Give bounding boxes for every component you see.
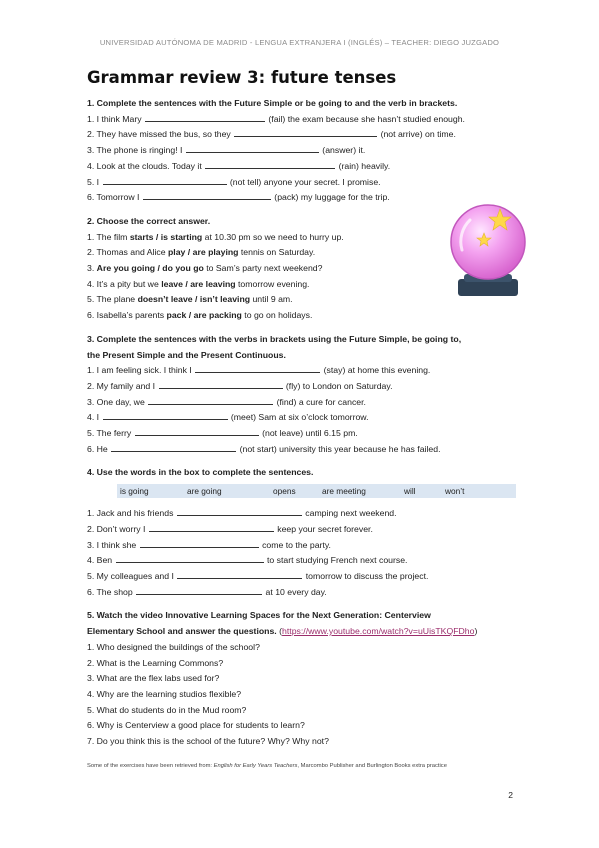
exercise-1-item: 6. Tomorrow I (pack) my luggage for the trip.: [87, 192, 390, 203]
worksheet-content: [87, 96, 517, 750]
exercise-3-heading-cont: the Present Simple and the Present Continuous.: [87, 349, 286, 360]
exercise-5-item: 3. What are the flex labs used for?: [87, 673, 220, 684]
answer-blank[interactable]: [111, 442, 236, 452]
exercise-2-item: 2. Thomas and Alice play / are playing tennis on Saturday.: [87, 247, 316, 258]
answer-blank[interactable]: [205, 159, 335, 169]
document-header: UNIVERSIDAD AUTÓNOMA DE MADRID - LENGUA EXTRANJERA I (INGLÉS) – TEACHER: DIEGO JUZGADO: [99, 38, 500, 47]
answer-blank[interactable]: [186, 143, 319, 153]
answer-blank[interactable]: [103, 410, 228, 420]
answer-blank[interactable]: [234, 127, 377, 137]
exercise-5-item: 7. Do you think this is the school of the future? Why? Why not?: [87, 736, 329, 747]
answer-blank[interactable]: [177, 506, 302, 516]
exercise-3-item: 1. I am feeling sick. I think I (stay) at home this evening.: [87, 365, 431, 376]
page-number: 2: [508, 790, 513, 800]
exercise-3-item: 6. He (not start) university this year because he has failed.: [87, 443, 441, 454]
exercise-4-item: 3. I think she come to the party.: [87, 539, 331, 550]
exercise-2-item: 5. The plane doesn’t leave / isn’t leaving until 9 am.: [87, 294, 293, 305]
word-box-item: is going: [120, 486, 149, 497]
word-box-item: opens: [273, 486, 296, 497]
answer-blank[interactable]: [177, 569, 302, 579]
exercise-5-item: 1. Who designed the buildings of the school?: [87, 641, 260, 652]
answer-blank[interactable]: [149, 522, 274, 532]
word-box-item: won’t: [445, 486, 465, 497]
answer-options[interactable]: starts / is starting: [129, 231, 203, 242]
exercise-4-heading: 4. Use the words in the box to complete the sentences.: [87, 467, 314, 478]
word-box: [117, 484, 516, 498]
exercise-4-item: 2. Don’t worry I keep your secret forever.: [87, 523, 373, 534]
answer-options[interactable]: leave / are leaving: [161, 278, 236, 289]
exercise-3-item: 2. My family and I (fly) to London on Saturday.: [87, 380, 393, 391]
answer-options[interactable]: doesn’t leave / isn’t leaving: [137, 294, 251, 305]
exercise-4-item: 6. The shop at 10 every day.: [87, 586, 327, 597]
exercise-4-item: 4. Ben to start studying French next course.: [87, 555, 408, 566]
exercise-2-item: 4. It’s a pity but we leave / are leaving tomorrow evening.: [87, 278, 310, 289]
exercise-2-heading: 2. Choose the correct answer.: [87, 215, 211, 226]
exercise-1-item: 3. The phone is ringing! I (answer) it.: [87, 145, 366, 156]
exercise-4-item: 5. My colleagues and I tomorrow to discuss the project.: [87, 570, 429, 581]
answer-blank[interactable]: [135, 426, 259, 436]
answer-blank[interactable]: [136, 585, 262, 595]
page-title: Grammar review 3: future tenses: [87, 68, 397, 87]
footnote: Some of the exercises have been retrieved from: English for Early Years Teachers, Marcombo Publisher and Burlington Books extra practice: [87, 763, 447, 769]
exercise-3-item: 5. The ferry (not leave) until 6.15 pm.: [87, 428, 358, 439]
video-link[interactable]: https://www.youtube.com/watch?v=uUisTKQFDho: [282, 626, 475, 637]
answer-blank[interactable]: [159, 379, 283, 389]
answer-options[interactable]: play / are playing: [167, 247, 239, 258]
answer-blank[interactable]: [140, 538, 259, 548]
answer-options[interactable]: Are you going / do you go: [96, 263, 204, 274]
exercise-5-heading-cont: Elementary School and answer the questions. (https://www.youtube.com/watch?v=uUisTKQFDho): [87, 626, 478, 637]
answer-options[interactable]: pack / are packing: [166, 310, 242, 321]
exercise-5-item: 2. What is the Learning Commons?: [87, 657, 224, 668]
exercise-1-item: 4. Look at the clouds. Today it (rain) heavily.: [87, 160, 391, 171]
exercise-1-item: 1. I think Mary (fail) the exam because she hasn’t studied enough.: [87, 113, 465, 124]
exercise-1-heading: 1. Complete the sentences with the Future Simple or be going to and the verb in brackets.: [87, 98, 458, 108]
exercise-5-item: 5. What do students do in the Mud room?: [87, 704, 247, 715]
exercise-1-item: 2. They have missed the bus, so they (not arrive) on time.: [87, 129, 456, 140]
exercise-2-item: 1. The film starts / is starting at 10.30 pm so we need to hurry up.: [87, 231, 344, 242]
word-box-item: will: [404, 486, 416, 497]
exercise-5-item: 6. Why is Centerview a good place for students to learn?: [87, 720, 305, 731]
answer-blank[interactable]: [195, 363, 320, 373]
exercise-2-item: 3. Are you going / do you go to Sam’s party next weekend?: [87, 263, 323, 274]
exercise-5-heading: 5. Watch the video Innovative Learning Spaces for the Next Generation: Centerview: [87, 610, 431, 621]
answer-blank[interactable]: [148, 395, 273, 405]
exercise-3-item: 4. I (meet) Sam at six o’clock tomorrow.: [87, 412, 369, 423]
exercise-2-item: 6. Isabella’s parents pack / are packing to go on holidays.: [87, 310, 313, 321]
word-box-item: are going: [187, 486, 222, 497]
answer-blank[interactable]: [143, 190, 271, 200]
word-box-item: are meeting: [322, 486, 366, 497]
exercise-1-item: 5. I (not tell) anyone your secret. I promise.: [87, 176, 381, 187]
exercise-5-item: 4. Why are the learning studios flexible?: [87, 688, 242, 699]
exercise-4-item: 1. Jack and his friends camping next weekend.: [87, 508, 397, 519]
answer-blank[interactable]: [103, 175, 227, 185]
answer-blank[interactable]: [145, 112, 265, 122]
crystal-ball-icon: [448, 202, 528, 312]
exercise-3-item: 3. One day, we (find) a cure for cancer.: [87, 396, 366, 407]
answer-blank[interactable]: [116, 553, 264, 563]
exercise-3-heading: 3. Complete the sentences with the verbs in brackets using the Future Simple, be going to,: [87, 333, 462, 344]
